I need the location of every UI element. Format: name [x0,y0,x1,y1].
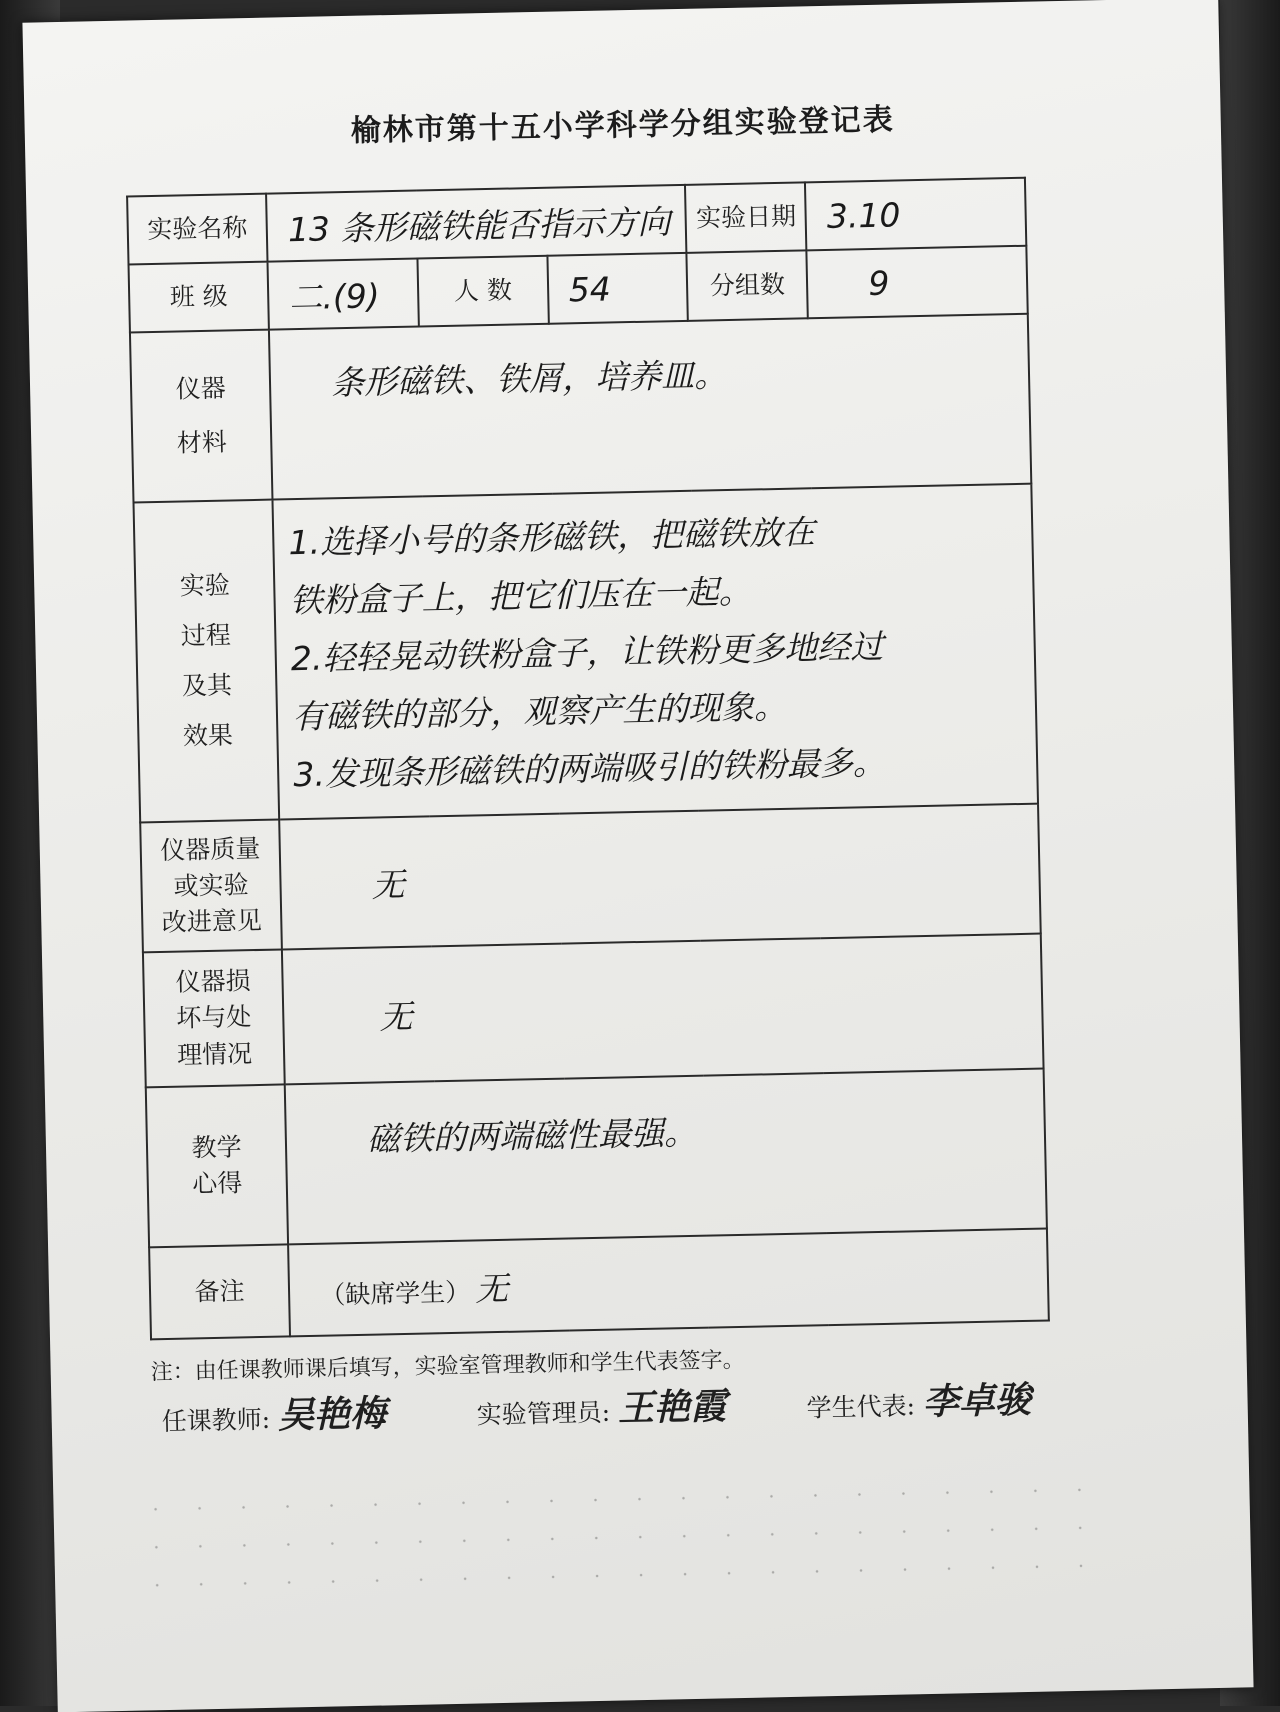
label-instruments [130,330,273,503]
label-groups: 分组数 [687,250,808,320]
value-quality: 无 [279,804,1040,950]
label-teaching-line-1: 教学 [191,1132,242,1163]
value-remarks-cell [288,1229,1049,1337]
value-class: 二.(9) [268,258,419,329]
label-damage-line-3: 理情况 [176,1038,253,1070]
value-damage: 无 [282,934,1044,1085]
value-teaching: 磁铁的两端磁性最强。 [285,1069,1047,1245]
process-line: 3.发现条形磁铁的两端吸引的铁粉最多。 [292,742,887,795]
label-experiment-name: 实验名称 [127,194,268,265]
label-quality-line-1: 仪器质量 [160,833,261,865]
teacher-signature: 吴艳梅 [277,1393,387,1437]
label-damage [143,949,285,1087]
label-teaching [146,1084,288,1247]
footnote: 注：由任课教师课后填写，实验室管理教师和学生代表签字。 [150,1347,745,1386]
label-remarks: 备注 [149,1244,290,1339]
label-process-line-2: 过程 [180,620,232,651]
label-quality-line-2: 或实验 [173,870,249,901]
admin-signature: 王艳霞 [617,1386,727,1430]
value-groups: 9 [807,246,1028,319]
label-instruments-line-2: 材料 [176,427,228,458]
value-instruments: 条形磁铁、铁屑，培养皿。 [269,314,1031,500]
value-process [273,484,1038,820]
registration-table [126,177,1050,1341]
student-signature: 李卓骏 [922,1379,1032,1424]
copy-noise-dots [133,1471,1085,1611]
registration-form-paper [22,0,1253,1712]
row-quality [140,804,1041,953]
student-label: 学生代表: [806,1391,916,1423]
label-teaching-line-2: 心得 [192,1168,243,1199]
label-damage-line-1: 仪器损 [175,966,251,997]
remarks-prefix: （缺席学生） [319,1277,471,1310]
process-line: 1.选择小号的条形磁铁，把磁铁放在 [288,512,816,563]
row-remarks [149,1229,1049,1340]
label-process-line-3: 及其 [181,670,233,701]
value-people: 54 [547,253,688,324]
row-process [134,484,1039,823]
label-people: 人 数 [417,256,548,327]
row-teaching [146,1069,1047,1248]
label-quality-line-3: 改进意见 [161,906,263,938]
label-instruments-line-1: 仪器 [175,373,226,404]
process-line: 有磁铁的部分，观察产生的现象。 [291,686,788,737]
signature-teacher [161,1385,386,1441]
teacher-label: 任课教师: [161,1404,271,1437]
row-damage [143,934,1044,1088]
form-title: 榆林市第十五小学科学分组实验登记表 [350,102,896,149]
label-process-line-4: 效果 [182,720,234,751]
row-instruments [130,314,1031,503]
label-experiment-date: 实验日期 [685,182,806,252]
label-class: 班 级 [129,262,270,333]
signature-admin [476,1378,726,1434]
signature-student [806,1372,1031,1428]
value-experiment-name: 13 条形磁铁能否指示方向 [266,185,687,262]
admin-label: 实验管理员: [476,1397,611,1430]
process-line: 2.轻轻晃动铁粉盒子，让铁粉更多地经过 [290,626,884,679]
label-process [134,500,280,823]
value-remarks: 无 [474,1268,509,1308]
process-line: 铁粉盒子上，把它们压在一起。 [289,571,753,621]
label-damage-line-2: 坏与处 [176,1002,252,1034]
label-process-line-1: 实验 [179,569,231,601]
value-experiment-date: 3.10 [805,178,1026,251]
label-quality [140,820,282,953]
